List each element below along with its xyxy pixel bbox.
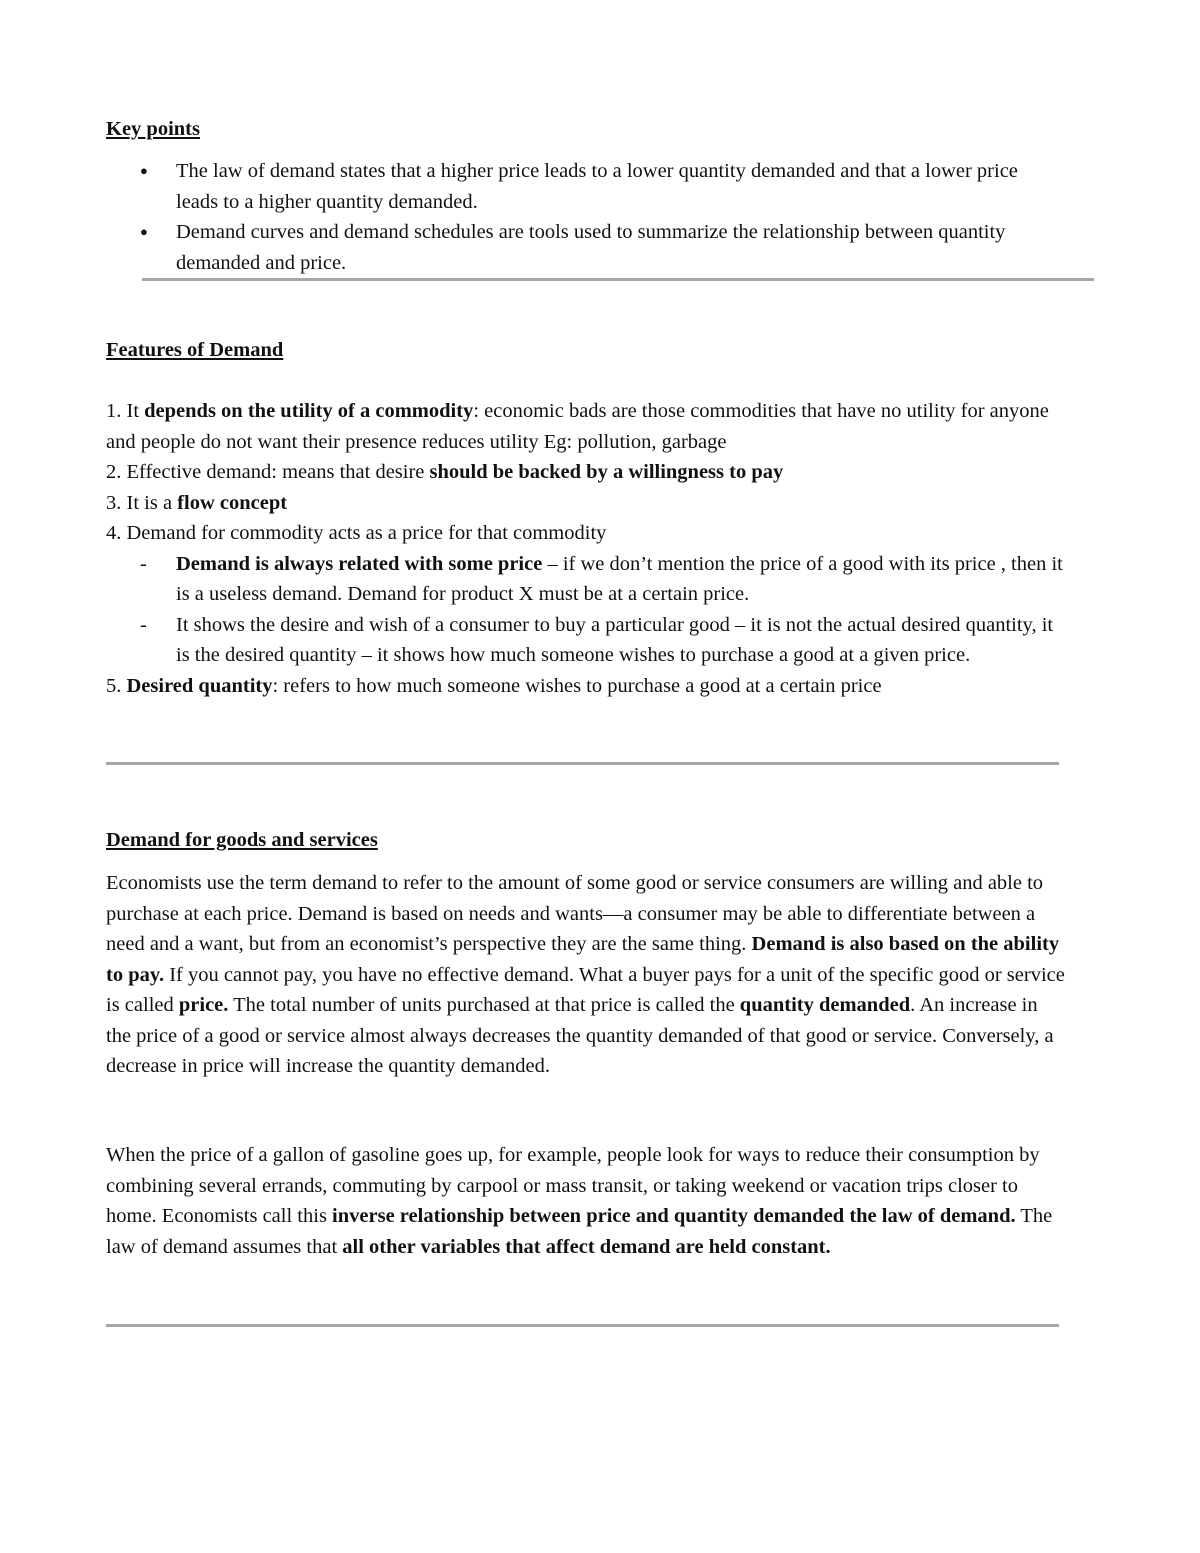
features-list (106, 396, 1066, 701)
dash-bullet: - (140, 613, 147, 636)
feature-sub-item-1-bold: Demand is always related with some price (176, 552, 543, 575)
goods-services-paragraph-2 (106, 1140, 1066, 1262)
key-points-heading: Key points (106, 118, 200, 140)
feature-item-1-prefix: 1. It (106, 400, 145, 422)
feature-item-3-bold: flow concept (177, 491, 288, 514)
feature-item-3-prefix: 3. It is a (106, 491, 178, 514)
dash-bullet: - (140, 552, 147, 575)
feature-item-5-prefix: 5. (106, 674, 127, 697)
paragraph-bold-text: price. (178, 994, 229, 1016)
paragraph-bold-text: all other variables that affect demand are held constant. (342, 1235, 831, 1258)
paragraph-text: The total number of units purchased at that price is called the (228, 994, 740, 1016)
goods-services-paragraph-1 (106, 868, 1066, 1082)
feature-item-4: 4. Demand for commodity acts as a price for that commodity (106, 522, 607, 544)
key-point-text: The law of demand states that a higher price leads to a lower quantity demanded and that a lower price leads to a higher quantity demanded. (176, 160, 1018, 213)
feature-item-2 (106, 457, 1066, 488)
goods-services-heading: Demand for goods and services (106, 829, 378, 851)
feature-item-1-bold: depends on the utility of a commodity (144, 400, 474, 422)
list-item (140, 217, 1060, 278)
paragraph-bold-text: quantity demanded (739, 994, 911, 1016)
bullet-icon: ● (140, 224, 148, 239)
paragraph-text: Economists use the term demand to refer to the amount of some good or service consumers are willing and able to purchase at each price. Demand is based on needs and wants—a consumer may be able to differentiate between a need and a want, but from an economist’s perspective they are the same thing. (106, 872, 1044, 955)
feature-item-2-bold: should be backed by a willingness to pay (429, 461, 784, 483)
paragraph-bold-text: inverse relationship between price and quantity demanded the law of demand. (332, 1205, 1016, 1227)
key-point-text: Demand curves and demand schedules are tools used to summarize the relationship between quantity demanded and price. (176, 221, 1006, 274)
key-points-list (140, 156, 1060, 278)
paragraph-bold-text: Demand is also based on the ability to pay. (106, 933, 1060, 986)
feature-item-1-rest: : economic bads are those commodities that have no utility for anyone and people do not want their presence reduces utility Eg: pollution, garbage (106, 400, 1049, 453)
feature-item-2-prefix: 2. Effective demand: means that desire (106, 461, 430, 483)
feature-item-3 (106, 488, 1066, 519)
paragraph-text: The law of demand assumes that (106, 1205, 1053, 1258)
feature-sub-item-1-rest: – if we don’t mention the price of a good with its price , then it is a useless demand. Demand for product X must be at a certain price. (176, 552, 1063, 605)
feature-sub-item-1 (106, 549, 1066, 610)
feature-item-5-bold: Desired quantity (126, 674, 273, 697)
divider (106, 1324, 1059, 1327)
divider (142, 278, 1094, 281)
feature-sub-item-2-text: It shows the desire and wish of a consumer to buy a particular good – it is not the actual desired quantity, it is the desired quantity – it shows how much someone wishes to purchase a good at a given price. (176, 613, 1054, 666)
paragraph-text: When the price of a gallon of gasoline goes up, for example, people look for ways to reduce their consumption by combining several errands, commuting by carpool or mass transit, or taking weekend or vacation trips closer to home. Economists call this (106, 1144, 1040, 1227)
list-item (140, 156, 1060, 217)
bullet-icon: ● (140, 163, 148, 178)
feature-item-5 (106, 671, 1066, 702)
divider (106, 762, 1059, 765)
paragraph-text: If you cannot pay, you have no effective demand. What a buyer pays for a unit of the specific good or service is called (106, 963, 1065, 1016)
features-heading: Features of Demand (106, 339, 284, 361)
paragraph-text: . An increase in the price of a good or service almost always decreases the quantity demanded of that good or service. Conversely, a decrease in price will increase the quantity demanded. (106, 994, 1054, 1077)
feature-sub-item-2 (106, 610, 1066, 671)
feature-item-5-rest: : refers to how much someone wishes to purchase a good at a certain price (272, 674, 882, 697)
feature-item-1 (106, 396, 1066, 457)
